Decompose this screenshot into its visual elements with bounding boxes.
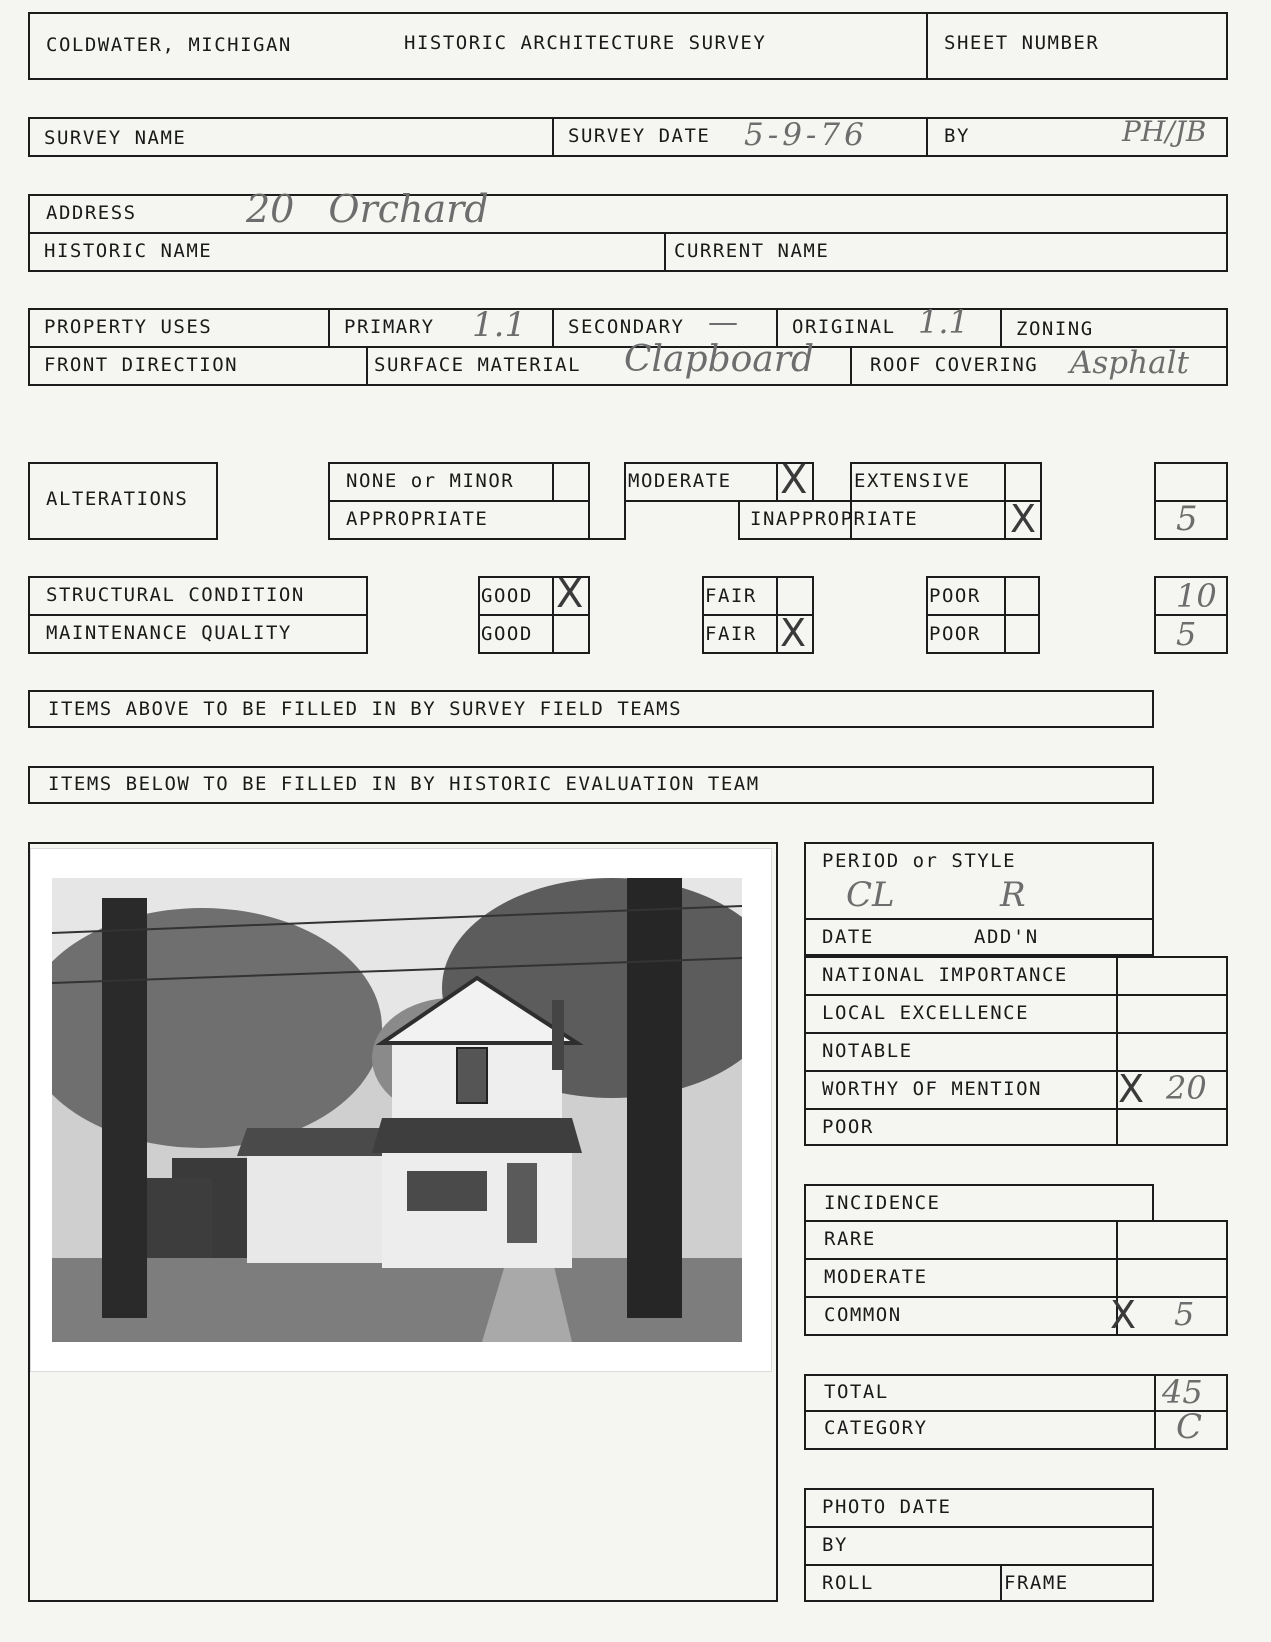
surface-material-value: Clapboard	[624, 339, 815, 380]
local-excellence-label: LOCAL EXCELLENCE	[822, 1002, 1030, 1024]
rare-label: RARE	[824, 1228, 876, 1250]
property-uses-label: PROPERTY USES	[44, 316, 213, 338]
importance-check-divider	[1116, 956, 1118, 1146]
maintenance-score: 5	[1176, 615, 1197, 653]
inappropriate-mark: X	[1010, 497, 1037, 541]
note-below: ITEMS BELOW TO BE FILLED IN BY HISTORIC EVALUATION TEAM	[48, 773, 760, 795]
none-minor-label: NONE or MINOR	[346, 470, 515, 492]
good-label-2: GOOD	[481, 623, 533, 645]
property-div-1	[328, 308, 330, 346]
addn-label: ADD'N	[974, 926, 1039, 948]
period-divider	[804, 918, 1154, 920]
photo-info-div-1	[804, 1526, 1154, 1528]
category-label: CATEGORY	[824, 1417, 928, 1439]
property-div-2	[552, 308, 554, 346]
note-above: ITEMS ABOVE TO BE FILLED IN BY SURVEY FIELD TEAMS	[48, 698, 683, 720]
structural-label: STRUCTURAL CONDITION	[46, 584, 305, 606]
primary-value: 1.1	[472, 305, 527, 345]
poor-check-divider	[1004, 576, 1006, 654]
survey-date-label: SURVEY DATE	[568, 125, 711, 147]
moderate-mark: X	[780, 457, 808, 503]
extensive-label: EXTENSIVE	[854, 470, 971, 492]
survey-name-label: SURVEY NAME	[44, 127, 187, 149]
photo-date-label: PHOTO DATE	[822, 1496, 952, 1518]
original-value: 1.1	[918, 303, 969, 341]
survey-by-value: PH/JB	[1122, 115, 1207, 148]
address-value: 20 Orchard	[246, 187, 489, 231]
national-importance-label: NATIONAL IMPORTANCE	[822, 964, 1068, 986]
extensive-check-divider	[1004, 462, 1006, 540]
category-value: C	[1176, 1407, 1203, 1447]
worthy-label: WORTHY OF MENTION	[822, 1078, 1042, 1100]
name-divider	[664, 232, 666, 272]
secondary-value: —	[708, 305, 738, 340]
eval-poor-label: POOR	[822, 1116, 874, 1138]
structural-score: 10	[1176, 577, 1217, 615]
sheet-number-label: SHEET NUMBER	[944, 32, 1100, 54]
roof-covering-value: Asphalt	[1070, 345, 1189, 381]
alterations-score: 5	[1176, 499, 1198, 539]
notable-label: NOTABLE	[822, 1040, 913, 1062]
survey-by-label: BY	[944, 125, 970, 147]
survey-divider-2	[926, 117, 928, 157]
poor-label-2: POOR	[929, 623, 981, 645]
moderate-connector-bottom	[590, 538, 626, 540]
importance-div-1	[804, 994, 1228, 996]
incidence-label: INCIDENCE	[824, 1192, 941, 1214]
fair-check-divider	[776, 576, 778, 654]
surface-material-label: SURFACE MATERIAL	[374, 354, 582, 376]
poor-divider	[926, 614, 1040, 616]
roof-covering-label: ROOF COVERING	[870, 354, 1039, 376]
original-label: ORIGINAL	[792, 316, 896, 338]
secondary-label: SECONDARY	[568, 316, 685, 338]
maintenance-mark: X	[780, 611, 807, 655]
incidence-div-1	[804, 1258, 1228, 1260]
condition-divider	[28, 614, 368, 616]
importance-div-4	[804, 1108, 1228, 1110]
period-value-2: R	[1000, 875, 1026, 915]
maintenance-label: MAINTENANCE QUALITY	[46, 622, 292, 644]
photo-info-div-2	[804, 1564, 1154, 1566]
address-label: ADDRESS	[46, 202, 137, 224]
survey-divider-1	[552, 117, 554, 157]
none-minor-divider	[328, 500, 590, 502]
good-label-1: GOOD	[481, 585, 533, 607]
common-mark: X	[1110, 1293, 1137, 1337]
inappropriate-label: INAPPROPRIATE	[750, 508, 919, 530]
city-label: COLDWATER, MICHIGAN	[46, 34, 292, 56]
appropriate-label: APPROPRIATE	[346, 508, 489, 530]
moderate-connector	[624, 500, 626, 540]
house-photo-drawing	[52, 878, 742, 1342]
address-divider	[28, 232, 1228, 234]
poor-label-1: POOR	[929, 585, 981, 607]
date-label: DATE	[822, 926, 874, 948]
worthy-mark: X	[1118, 1067, 1145, 1111]
primary-label: PRIMARY	[344, 316, 435, 338]
extensive-divider	[738, 500, 1042, 502]
total-label: TOTAL	[824, 1381, 889, 1403]
house-photo	[52, 878, 742, 1342]
period-label: PERIOD or STYLE	[822, 850, 1017, 872]
importance-div-2	[804, 1032, 1228, 1034]
incidence-div-2	[804, 1296, 1228, 1298]
fair-label-2: FAIR	[705, 623, 757, 645]
moderate-check-divider	[776, 462, 778, 502]
front-direction-label: FRONT DIRECTION	[44, 354, 239, 376]
property-div-6	[850, 346, 852, 386]
roll-label: ROLL	[822, 1572, 874, 1594]
current-name-label: CURRENT NAME	[674, 240, 830, 262]
property-div-5	[366, 346, 368, 386]
survey-title: HISTORIC ARCHITECTURE SURVEY	[404, 32, 767, 54]
common-score: 5	[1174, 1295, 1195, 1333]
inappropriate-left	[738, 500, 740, 540]
worthy-score: 20	[1166, 1069, 1207, 1107]
none-minor-check-divider	[552, 462, 554, 500]
good-check-divider	[552, 576, 554, 654]
moderate-label: MODERATE	[628, 470, 732, 492]
frame-label: FRAME	[1004, 1572, 1069, 1594]
fair-label-1: FAIR	[705, 585, 757, 607]
totals-value-divider	[1154, 1374, 1156, 1450]
photo-by-label: BY	[822, 1534, 848, 1556]
roll-frame-divider	[1000, 1564, 1002, 1602]
period-value-1: CL	[846, 875, 895, 915]
zoning-label: ZONING	[1016, 318, 1094, 340]
importance-div-3	[804, 1070, 1228, 1072]
inappropriate-bottom	[738, 538, 852, 540]
survey-date-value: 5-9-76	[744, 117, 868, 153]
common-label: COMMON	[824, 1304, 902, 1326]
structural-mark: X	[556, 571, 584, 617]
historic-name-label: HISTORIC NAME	[44, 240, 213, 262]
header-divider	[926, 12, 928, 80]
incidence-moderate-label: MODERATE	[824, 1266, 928, 1288]
property-div-4	[1000, 308, 1002, 346]
total-value: 45	[1162, 1373, 1203, 1411]
alterations-label: ALTERATIONS	[46, 488, 189, 510]
